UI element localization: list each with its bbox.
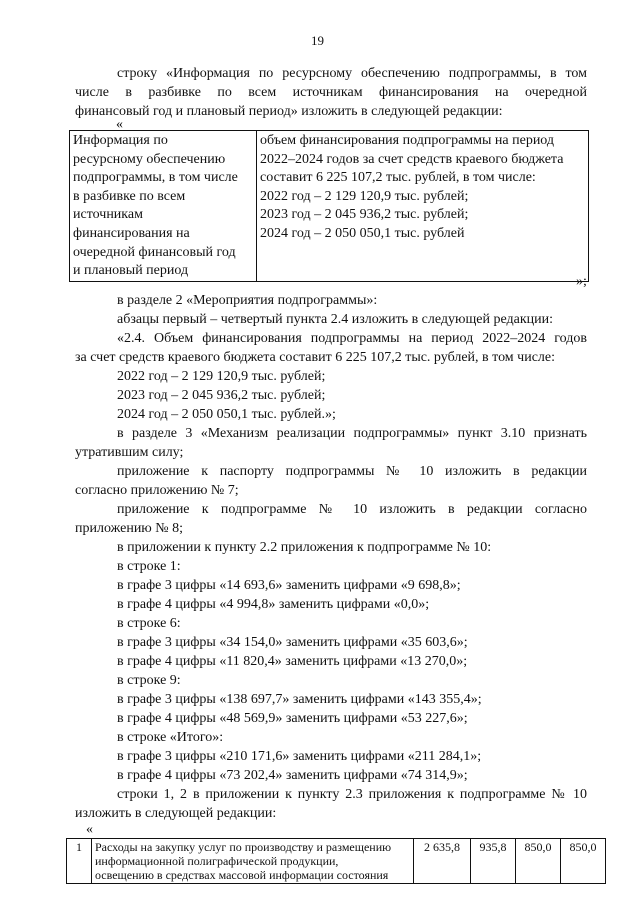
info-value-line: 2024 год – 2 050 050,1 тыс. рублей — [260, 225, 465, 241]
description-line: информационной полиграфической продукции, — [95, 854, 339, 868]
resource-info-table — [69, 130, 589, 282]
value-cell: 850,0 — [515, 839, 560, 884]
value-cell: 2 635,8 — [414, 839, 471, 884]
value-cell: 935,8 — [470, 839, 515, 884]
body-line: 2024 год – 2 050 050,1 тыс. рублей.»; — [117, 407, 336, 422]
info-label-line: финансирования на — [73, 225, 190, 241]
body-line: в приложении к пункту 2.2 приложения к подпрограмме № 10: — [117, 540, 492, 555]
info-label-line: ресурсному обеспечению — [73, 151, 226, 167]
body-line: приложение к паспорту подпрограммы № 10 изложить в редакции — [117, 464, 587, 479]
info-value-line: 2022–2024 годов за счет средств краевого бюджета — [260, 151, 564, 167]
open-quote: « — [116, 117, 123, 132]
body-line: утратившим силу; — [75, 445, 184, 460]
body-line: в графе 4 цифры «11 820,4» заменить цифрами «13 270,0»; — [117, 654, 468, 669]
description-line: освещению в средствах массовой информации состояния — [95, 868, 389, 882]
body-line: 2023 год – 2 045 936,2 тыс. рублей; — [117, 388, 326, 403]
info-label-line: и плановый период — [73, 263, 189, 279]
info-value-line: объем финансирования подпрограммы на период — [260, 133, 555, 148]
info-label-cell — [70, 131, 257, 282]
info-value-line: 2022 год – 2 129 120,9 тыс. рублей; — [260, 188, 469, 204]
body-line: абзацы первый – четвертый пункта 2.4 изложить в следующей редакции: — [117, 312, 554, 327]
body-line: в строке 6: — [117, 616, 181, 631]
info-label-line: источникам — [73, 207, 143, 223]
body-line: 2022 год – 2 129 120,9 тыс. рублей; — [117, 369, 326, 384]
body-line: «2.4. Объем финансирования подпрограммы на период 2022–2024 годов — [117, 331, 587, 346]
table-row — [67, 839, 606, 884]
expenses-table — [66, 838, 606, 884]
info-value-line: составит 6 225 107,2 тыс. рублей, в том числе: — [260, 170, 536, 186]
body-line: в графе 4 цифры «48 569,9» заменить цифрами «53 227,6»; — [117, 711, 468, 726]
body-line: в графе 3 цифры «14 693,6» заменить цифрами «9 698,8»; — [117, 578, 461, 593]
body-line: в графе 3 цифры «34 154,0» заменить цифрами «35 603,6»; — [117, 635, 468, 650]
description-line: Расходы на закупку услуг по производству и размещению — [95, 840, 392, 854]
info-value-line: 2023 год – 2 045 936,2 тыс. рублей; — [260, 207, 469, 223]
body-line: в графе 3 цифры «210 171,6» заменить цифрами «211 284,1»; — [117, 749, 482, 764]
row-number-cell: 1 — [67, 839, 92, 884]
info-label-line: очередной финансовый год — [73, 244, 236, 260]
body-line: в строке 1: — [117, 559, 181, 574]
body-line: строки 1, 2 в приложении к пункту 2.3 приложения к подпрограмме № 10 — [117, 787, 587, 802]
close-quote: »; — [576, 274, 587, 289]
page-number: 19 — [311, 33, 324, 48]
info-label-line: в разбивке по всем — [73, 188, 186, 204]
intro-line-1: строку «Информация по ресурсному обеспечению подпрограммы, в том — [117, 66, 587, 81]
body-line: в разделе 3 «Механизм реализации подпрограммы» пункт 3.10 признать — [117, 426, 587, 441]
info-label-line: Информация по — [73, 133, 168, 148]
body-line: изложить в следующей редакции: — [75, 806, 277, 821]
open-quote-2: « — [86, 822, 93, 837]
info-label-line: подпрограммы, в том числе — [73, 170, 238, 186]
body-line: приложение к подпрограмме № 10 изложить в редакции согласно — [117, 502, 587, 517]
intro-line-3: финансовый год и плановый период» изложить в следующей редакции: — [75, 104, 503, 119]
body-line: в графе 4 цифры «73 202,4» заменить цифрами «74 314,9»; — [117, 768, 468, 783]
body-line: в графе 3 цифры «138 697,7» заменить цифрами «143 355,4»; — [117, 692, 482, 707]
body-line: за счет средств краевого бюджета составит 6 225 107,2 тыс. рублей, в том числе: — [75, 350, 556, 365]
body-line: в строке «Итого»: — [117, 730, 224, 745]
body-line: в графе 4 цифры «4 994,8» заменить цифрами «0,0»; — [117, 597, 430, 612]
body-line: в разделе 2 «Мероприятия подпрограммы»: — [117, 293, 378, 308]
row-description-cell — [92, 839, 414, 884]
table-row — [70, 131, 589, 282]
intro-line-2: числе в разбивке по всем источникам финансирования на очередной — [75, 85, 587, 100]
body-line: приложению № 8; — [75, 521, 184, 536]
value-cell: 850,0 — [560, 839, 605, 884]
body-line: согласно приложению № 7; — [75, 483, 239, 498]
info-value-cell — [257, 131, 589, 282]
body-line: в строке 9: — [117, 673, 181, 688]
